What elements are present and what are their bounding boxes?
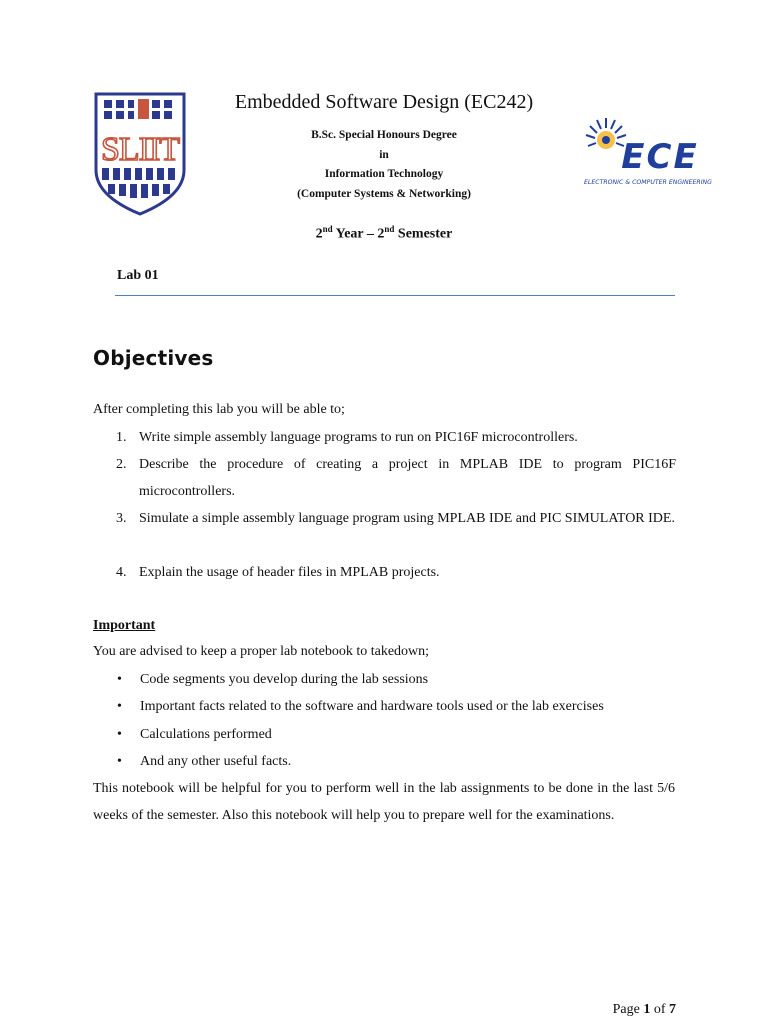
- bullet-item: [117, 666, 428, 693]
- bullet-item: [117, 693, 604, 720]
- semester-suffix: nd: [384, 224, 395, 234]
- objective-text: Simulate a simple assembly language program using MPLAB IDE and PIC SIMULATOR IDE.: [139, 511, 675, 526]
- important-advice: You are advised to keep a proper lab notebook to takedown;: [93, 644, 430, 659]
- objective-item: [116, 451, 676, 505]
- page-total: 7: [669, 1002, 676, 1017]
- objective-text: Write simple assembly language programs to run on PIC16F microcontrollers.: [139, 430, 578, 445]
- objective-text: Describe the procedure of creating a project in MPLAB IDE to program PIC16F microcontrollers.: [139, 457, 676, 499]
- header-divider: [115, 295, 675, 296]
- field-line: Information Technology: [324, 168, 444, 180]
- in-line: in: [379, 149, 389, 161]
- sliit-logo-text: SLIIT: [100, 131, 180, 168]
- objective-item: [116, 505, 676, 532]
- bullet-item: [117, 721, 272, 748]
- bullet-dot-icon: •: [117, 754, 122, 769]
- objective-number: 3.: [116, 511, 127, 526]
- objective-item: [116, 424, 676, 451]
- bullet-text: And any other useful facts.: [140, 754, 292, 769]
- year-word: Year –: [332, 226, 378, 242]
- objective-item: [116, 559, 676, 586]
- bullet-dot-icon: •: [117, 727, 122, 742]
- semester-number: 2: [377, 226, 385, 242]
- objectives-intro: After completing this lab you will be able to;: [93, 402, 345, 417]
- important-heading: Important: [93, 618, 156, 633]
- bullet-item: [117, 748, 291, 775]
- document-title: Embedded Software Design (EC242): [234, 91, 534, 113]
- specialization-line: (Computer Systems & Networking): [297, 188, 471, 200]
- degree-line: B.Sc. Special Honours Degree: [311, 129, 457, 141]
- semester-word: Semester: [394, 226, 453, 242]
- page-footer: [613, 1002, 676, 1018]
- year-semester-line: [0, 224, 768, 243]
- objectives-heading: Objectives: [93, 346, 214, 370]
- ece-logo-caption: ELECTRONIC & COMPUTER ENGINEERING: [584, 179, 712, 186]
- lab-number: Lab 01: [117, 268, 159, 283]
- page-word: Page: [612, 1002, 644, 1017]
- year-suffix: nd: [322, 224, 333, 234]
- closing-paragraph: This notebook will be helpful for you to perform well in the lab assignments to be done in the last 5/6 weeks of the semester. Also this notebook will help you to prepare well for the examinations.: [93, 781, 675, 823]
- bullet-text: Calculations performed: [140, 727, 272, 742]
- objective-number: 2.: [116, 457, 127, 472]
- bullet-text: Code segments you develop during the lab sessions: [140, 672, 429, 687]
- bullet-dot-icon: •: [117, 699, 122, 714]
- page-number: 1: [643, 1002, 651, 1017]
- ece-logo-text: ECE: [621, 137, 699, 177]
- year-number: 2: [315, 226, 323, 242]
- objective-number: 1.: [116, 430, 127, 445]
- of-word: of: [650, 1002, 669, 1017]
- objective-number: 4.: [116, 565, 127, 580]
- objective-text: Explain the usage of header files in MPLAB projects.: [139, 565, 440, 580]
- bullet-dot-icon: •: [117, 672, 122, 687]
- bullet-text: Important facts related to the software and hardware tools used or the lab exercises: [140, 699, 604, 714]
